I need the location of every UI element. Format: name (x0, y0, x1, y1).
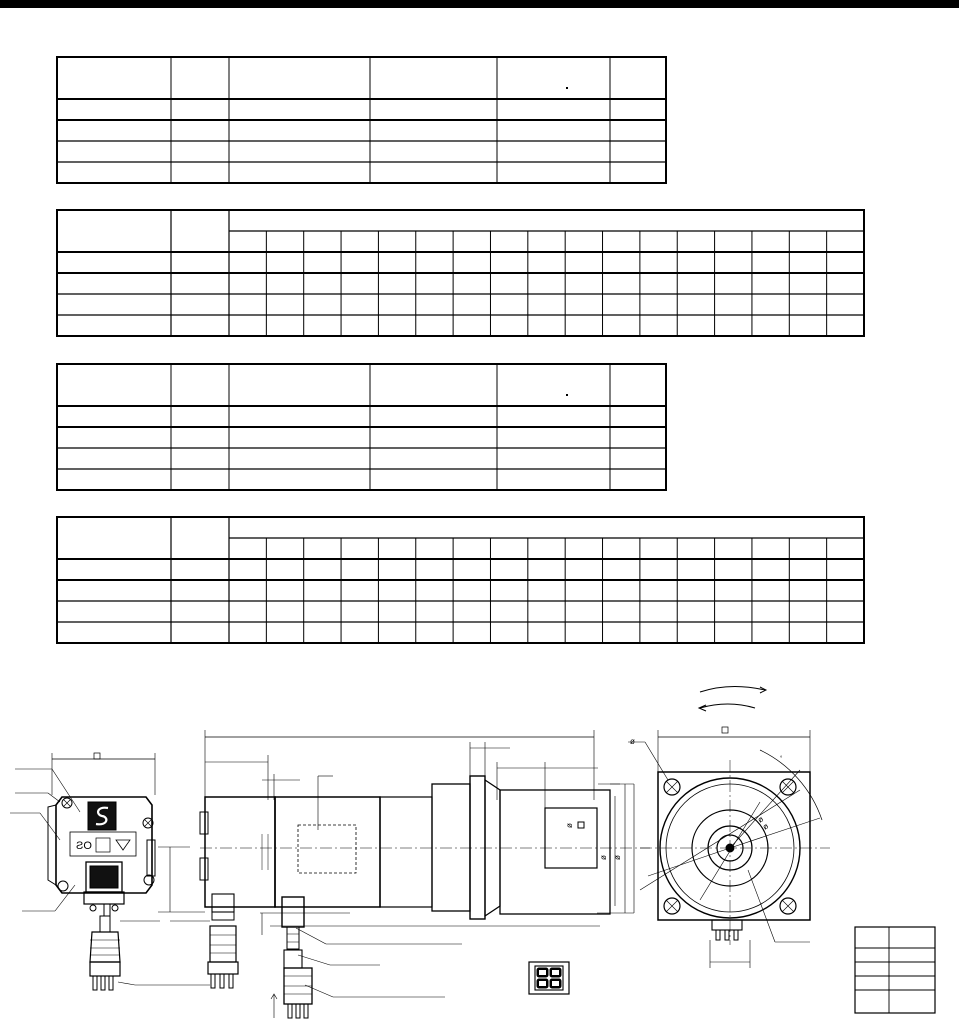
svg-text:ø: ø (630, 737, 635, 746)
square-symbol (94, 753, 100, 759)
connector-pinout (529, 962, 569, 994)
svg-text:ø: ø (613, 855, 622, 860)
square-symbol (722, 727, 728, 733)
svg-text:ø: ø (755, 814, 766, 825)
svg-text:ø: ø (760, 821, 771, 832)
legend-table (855, 927, 935, 1013)
motor-drawing (10, 686, 935, 1018)
rotation-arrows (699, 686, 766, 711)
tables-group (57, 57, 864, 643)
decimal-mark (566, 394, 568, 396)
svg-text:ø: ø (565, 823, 574, 828)
svg-text:°: ° (780, 756, 783, 762)
side-view (200, 730, 650, 1018)
rear-view (10, 753, 210, 990)
svg-text:ƧO: ƧO (76, 840, 92, 852)
front-view (628, 727, 830, 968)
screw-icon (58, 881, 68, 891)
svg-text:ø: ø (599, 855, 608, 860)
decimal-mark (566, 87, 568, 89)
